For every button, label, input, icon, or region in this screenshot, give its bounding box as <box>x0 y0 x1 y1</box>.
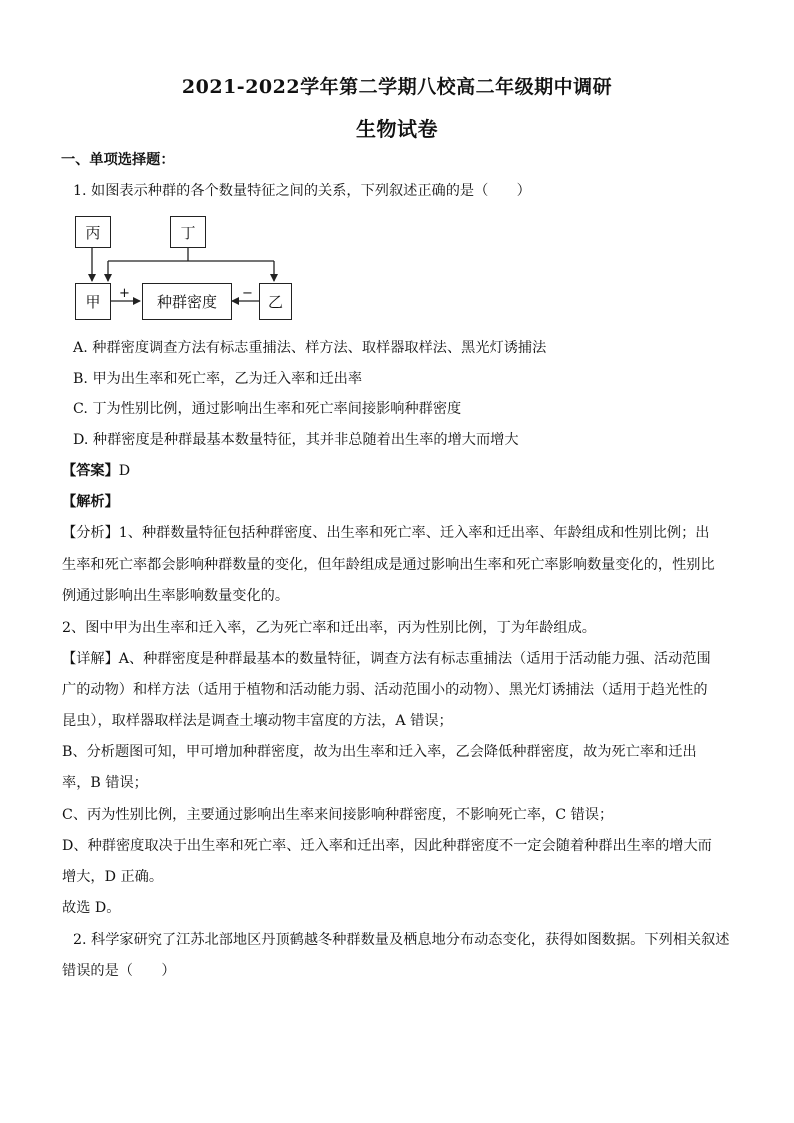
analysis-line: 2、图中甲为出生率和迁入率，乙为死亡率和迁出率，丙为性别比例，丁为年龄组成。 <box>62 620 596 636</box>
box-yi: 乙 <box>259 283 292 320</box>
box-population-density: 种群密度 <box>142 283 232 320</box>
answer-line <box>62 461 130 481</box>
page-title: 2021-2022学年第二学期八校高二年级期中调研 <box>181 76 613 98</box>
box-jia: 甲 <box>75 283 111 320</box>
section-heading: 一、单项选择题： <box>61 152 175 168</box>
answer-value: D <box>118 463 131 479</box>
population-characteristics-diagram <box>70 208 310 330</box>
analysis-line: 率，B 错误； <box>62 775 148 791</box>
question-2-stem-cont: 错误的是（ ） <box>62 963 176 979</box>
minus-sign: − <box>242 286 253 301</box>
analysis-line: C、丙为性别比例，主要通过影响出生率来间接影响种群密度，不影响死亡率，C 错误； <box>62 807 614 823</box>
option-b: B. 甲为出生率和死亡率，乙为迁入率和迁出率 <box>73 371 363 387</box>
analysis-line: 生率和死亡率都会影响种群数量的变化，但年龄组成是通过影响出生率和死亡率影响数量变化的，性别比 <box>62 557 715 573</box>
option-c: C. 丁为性别比例，通过影响出生率和死亡率间接影响种群密度 <box>73 401 462 417</box>
plus-sign: + <box>119 286 130 301</box>
analysis-line: 增大，D 正确。 <box>62 869 164 885</box>
question-2-stem: 2. 科学家研究了江苏北部地区丹顶鹤越冬种群数量及栖息地分布动态变化，获得如图数据。下列相关叙述 <box>73 932 730 948</box>
analysis-line: 例通过影响出生率影响数量变化的。 <box>62 588 290 604</box>
box-ding: 丁 <box>170 216 206 248</box>
analysis-line: 【详解】A、种群密度是种群最基本的数量特征，调查方法有标志重捕法（适用于活动能力强、活动范围 <box>62 651 711 667</box>
answer-label: 【答案】 <box>62 463 119 479</box>
analysis-label: 【解析】 <box>62 494 119 510</box>
option-a: A. 种群密度调查方法有标志重捕法、样方法、取样器取样法、黑光灯诱捕法 <box>73 340 547 356</box>
page-subtitle: 生物试卷 <box>356 117 438 141</box>
analysis-line: B、分析题图可知，甲可增加种群密度，故为出生率和迁入率，乙会降低种群密度，故为死亡率和迁出 <box>62 744 697 760</box>
question-1-stem: 1. 如图表示种群的各个数量特征之间的关系，下列叙述正确的是（ ） <box>73 183 531 199</box>
analysis-line: 故选 D。 <box>62 900 121 916</box>
analysis-line: 【分析】1、种群数量特征包括种群密度、出生率和死亡率、迁入率和迁出率、年龄组成和性别比例；出 <box>62 525 710 541</box>
analysis-line: D、种群密度取决于出生率和死亡率、迁入率和迁出率，因此种群密度不一定会随着种群出生率的增大而 <box>62 838 712 854</box>
option-d: D. 种群密度是种群最基本数量特征，其并非总随着出生率的增大而增大 <box>73 432 519 448</box>
analysis-line: 广的动物）和样方法（适用于植物和活动能力弱、活动范围小的动物）、黑光灯诱捕法（适用于趋光性的 <box>62 682 708 698</box>
box-bing: 丙 <box>75 216 111 248</box>
analysis-line: 昆虫），取样器取样法是调查土壤动物丰富度的方法，A 错误； <box>62 713 453 729</box>
